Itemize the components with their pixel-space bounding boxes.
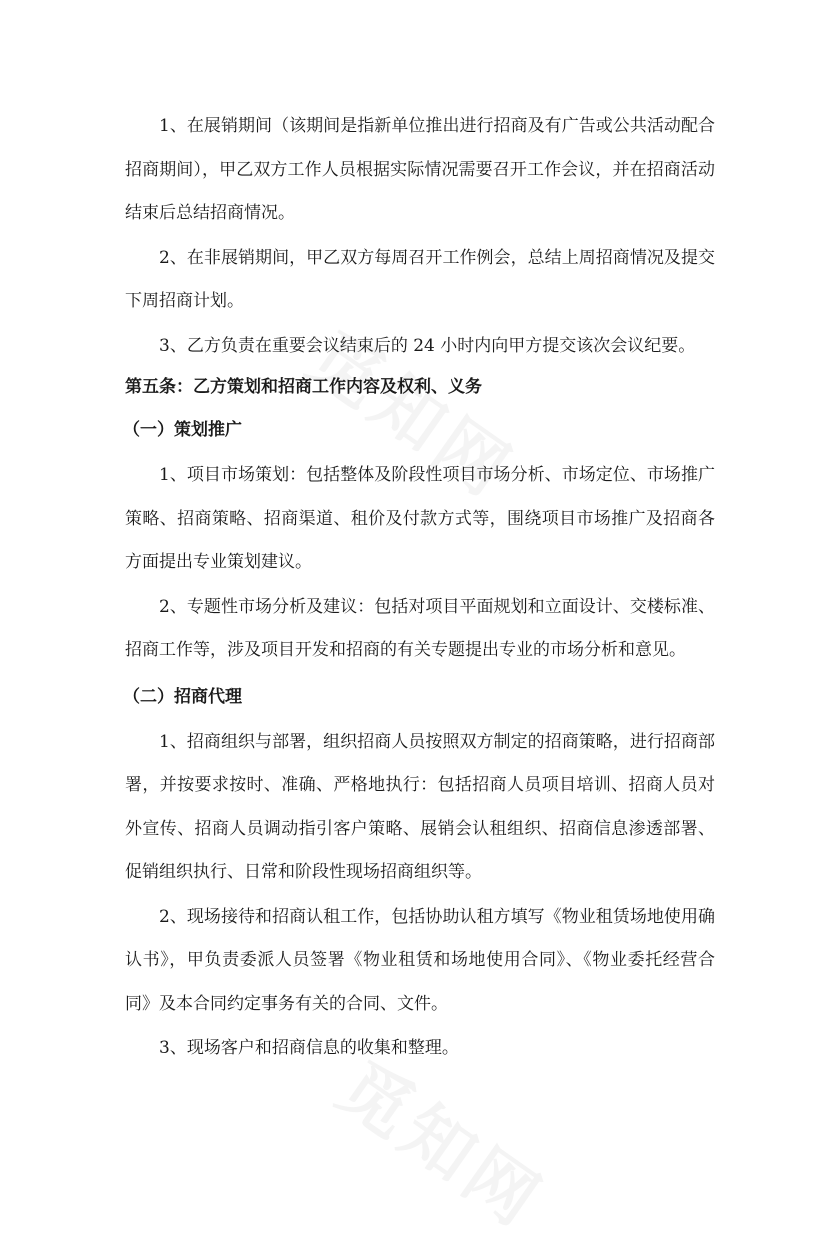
paragraph-onsite-reception: 2、现场接待和招商认租工作，包括协助认租方填写《物业租赁场地使用确认书》，甲负责委派人员签署《物业租赁和场地使用合同》、《物业委托经营合同》及本合同约定事务有关的合同、文件。 (125, 906, 715, 1014)
document-body (125, 105, 715, 1071)
paragraph-info-collection: 3、现场客户和招商信息的收集和整理。 (159, 1038, 459, 1058)
paragraph-meeting-minutes: 3、乙方负责在重要会议结束后的 24 小时内向甲方提交该次会议纪要。 (159, 335, 696, 356)
section-heading-article-5: 第五条：乙方策划和招商工作内容及权利、义务 (125, 377, 482, 397)
subsection-heading-planning: （一）策划推广 (123, 420, 242, 440)
paragraph-leasing-organization: 1、招商组织与部署，组织招商人员按照双方制定的招商策略，进行招商部署，并按要求按时、准确、严格地执行：包括招商人员项目培训、招商人员对外宣传、招商人员调动指引客户策略、展销会认租组织、招商信息渗透部署、促销组织执行、日常和阶段性现场招商组织等。 (125, 731, 715, 882)
paragraph-market-planning: 1、项目市场策划：包括整体及阶段性项目市场分析、市场定位、市场推广策略、招商策略、招商渠道、租价及付款方式等，围绕项目市场推广及招商各方面提出专业策划建议。 (125, 465, 715, 572)
paragraph-meeting-during-exhibition: 1、在展销期间（该期间是指新单位推出进行招商及有广告或公共活动配合招商期间），甲乙双方工作人员根据实际情况需要召开工作会议，并在招商活动结束后总结招商情况。 (125, 116, 715, 223)
subsection-heading-leasing-agency: （二）招商代理 (123, 686, 242, 707)
paragraph-topical-analysis: 2、专题性市场分析及建议：包括对项目平面规划和立面设计、交楼标准、招商工作等，涉及项目开发和招商的有关专题提出专业的市场分析和意见。 (125, 596, 715, 660)
paragraph-weekly-meeting: 2、在非展销期间，甲乙双方每周召开工作例会，总结上周招商情况及提交下周招商计划。 (125, 247, 715, 311)
